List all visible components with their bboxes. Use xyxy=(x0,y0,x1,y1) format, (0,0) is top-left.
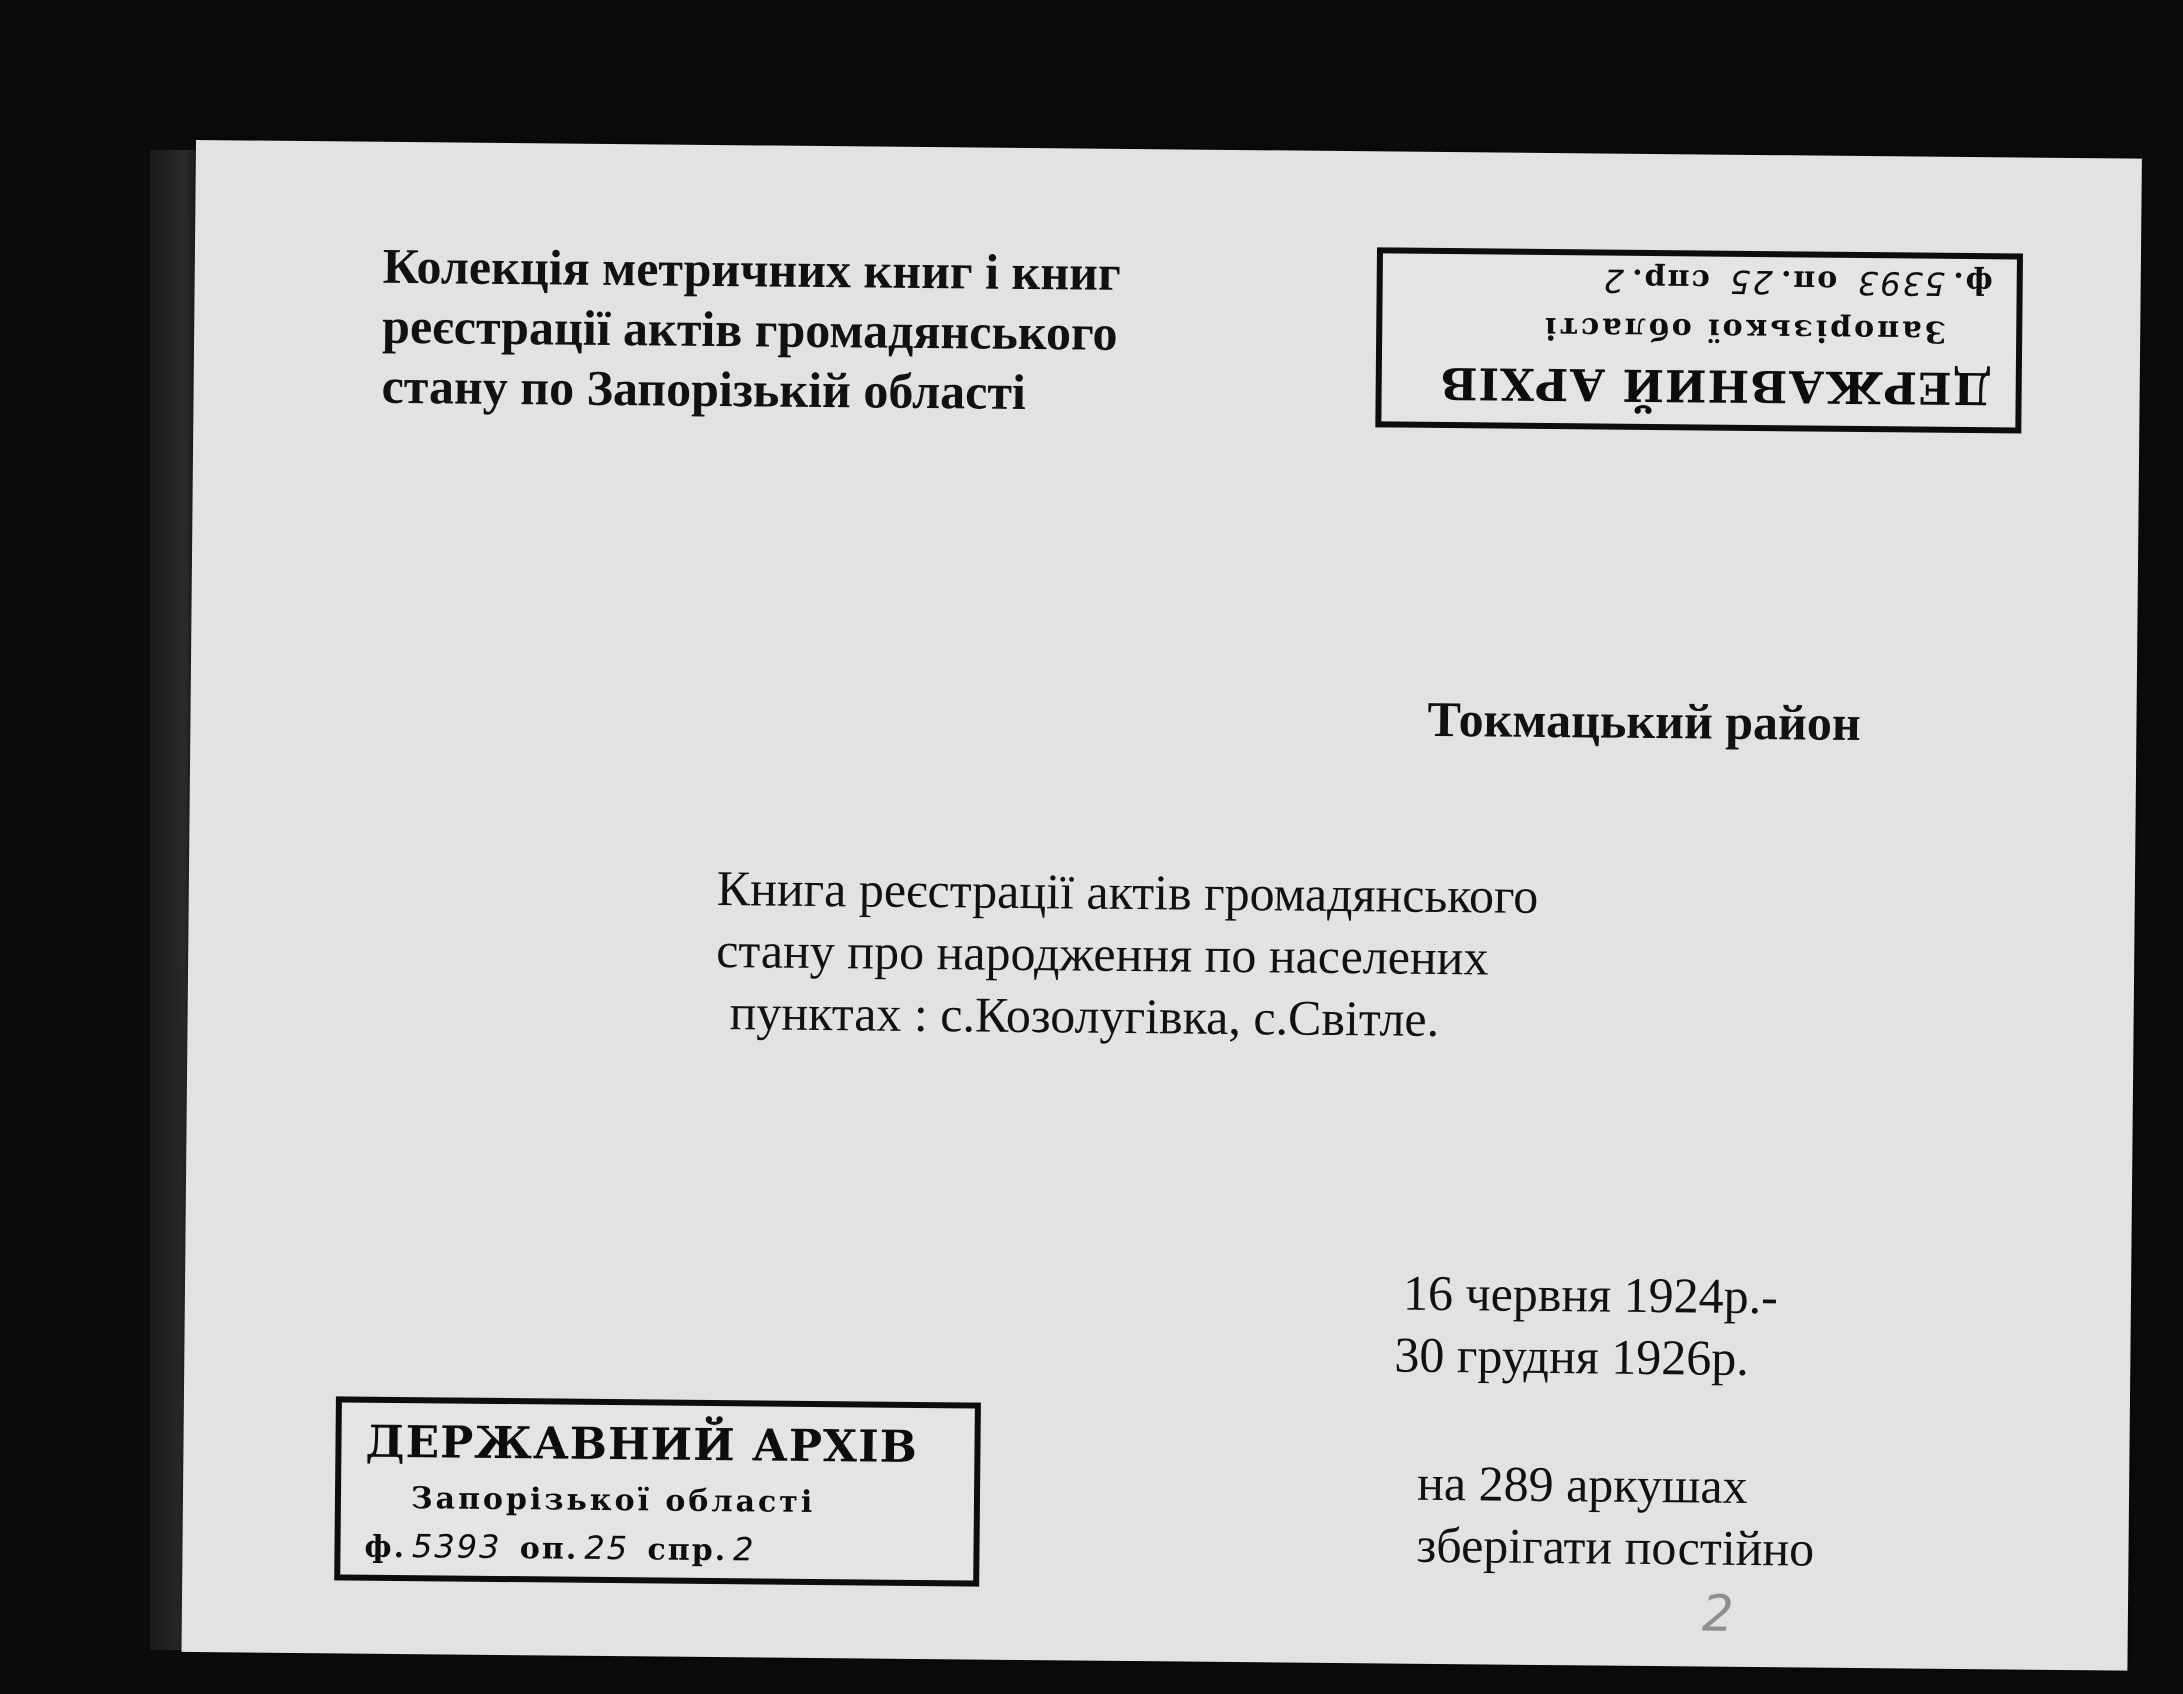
collection-title xyxy=(381,236,1121,423)
pencil-page-mark: 2 xyxy=(1701,1584,1735,1643)
stamp-reference xyxy=(1596,261,1993,303)
stamp-sprava-label: спр. xyxy=(647,1532,728,1569)
retention-note: зберігати постійно xyxy=(1416,1516,1815,1577)
book-title-line: стану про народження по населених xyxy=(715,922,1489,986)
stamp-sprava-value: 2 xyxy=(732,1530,756,1569)
date-to: 30 грудня 1926р. xyxy=(1394,1326,1750,1386)
stamp-region: Запорізької області xyxy=(410,1481,816,1521)
stamp-opys-value: 25 xyxy=(584,1528,630,1568)
stamp-region: Запорізької області xyxy=(1541,309,1947,349)
stamp-fond-label: ф. xyxy=(364,1529,407,1566)
sheet-info xyxy=(1416,1452,1815,1580)
book-title-line: Книга реєстрації актів громадянського xyxy=(716,860,1539,924)
district-name: Токмацький район xyxy=(1427,690,1861,752)
collection-title-line: стану по Запорізькій області xyxy=(381,357,1027,420)
stamp-fond-value: 5393 xyxy=(1855,263,1946,303)
stamp-opys-label: оп. xyxy=(1778,263,1838,299)
stamp-sprava-value: 2 xyxy=(1601,261,1625,300)
stamp-fond-label: ф. xyxy=(1951,264,1993,301)
collection-title-line: Колекція метричних книг і книг xyxy=(382,237,1121,301)
stamp-sprava-label: спр. xyxy=(1629,261,1710,298)
book-title-line: пунктах : с.Козолугівка, с.Світле. xyxy=(729,984,1440,1047)
stamp-opys-label: оп. xyxy=(519,1531,579,1567)
stamp-fond-value: 5393 xyxy=(411,1527,502,1566)
stamp-header: ДЕРЖАВНИЙ АРХІВ xyxy=(365,1416,919,1473)
date-range xyxy=(1394,1262,1779,1390)
collection-title-line: реєстрації актів громадянського xyxy=(381,297,1118,361)
stamp-header: ДЕРЖАВНИЙ АРХІВ xyxy=(1439,356,1992,414)
archive-stamp xyxy=(334,1396,981,1586)
stamp-reference xyxy=(364,1527,761,1569)
stamp-opys-value: 25 xyxy=(1727,262,1774,302)
sheet-count: на 289 аркушах xyxy=(1416,1454,1748,1514)
archive-cover-sheet xyxy=(181,140,2141,1671)
archive-stamp-upside-down xyxy=(1375,247,2023,433)
book-title xyxy=(715,857,1538,1051)
date-from: 16 червня 1924р.- xyxy=(1402,1264,1779,1325)
